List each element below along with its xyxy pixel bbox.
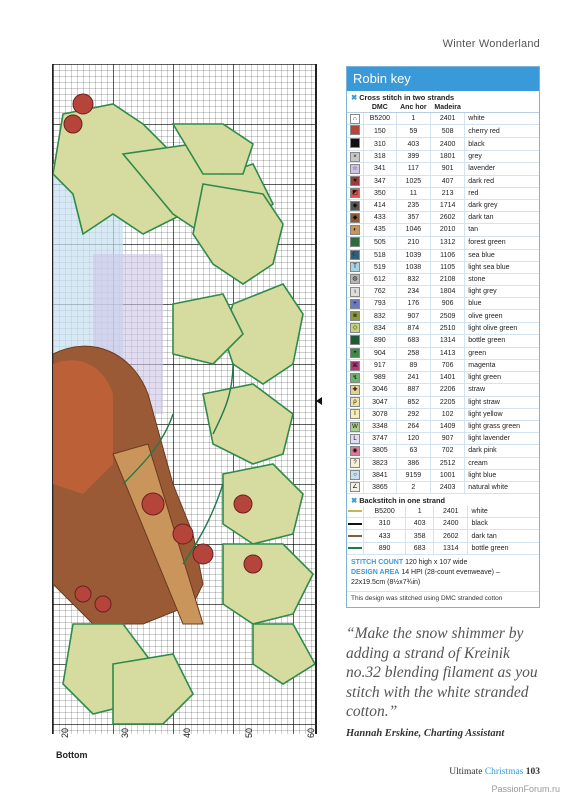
thread-symbol-icon: ◉ [350,446,360,456]
symbol-cell [347,249,364,261]
madeira-cell: 2602 [430,212,464,224]
anchor-cell: 683 [406,542,434,554]
anchor-cell: 403 [406,518,434,530]
backstitch-row [347,518,539,530]
cross-stitch-row [347,445,539,457]
symbol-cell [347,481,364,493]
key-title: Robin key [347,67,539,91]
anchor-cell: 234 [396,286,430,298]
name-cell: dark red [465,175,539,187]
thread-symbol-icon: ◍ [350,274,360,284]
quote-attribution: Hannah Erskine, Charting Assistant [346,728,505,739]
dmc-cell: B5200 [364,506,406,518]
thread-symbol-icon: ↯ [350,373,360,383]
section-marker-icon: ✖ [351,93,358,102]
madeira-cell: 1106 [430,249,464,261]
anchor-cell: 1046 [396,224,430,236]
axis-number-30: 30 [120,727,130,738]
dmc-cell: 3805 [364,445,397,457]
name-cell: light olive green [465,322,539,334]
anchor-cell: 264 [396,420,430,432]
anchor-cell: 89 [396,360,430,372]
cross-stitch-row [347,298,539,310]
stitch-count-value: 120 high x 107 wide [405,558,468,566]
madeira-cell: 2509 [430,310,464,322]
thread-symbol-icon: ◩ [350,188,360,198]
cross-stitch-row [347,286,539,298]
cross-stitch-row [347,273,539,285]
cross-stitch-rows [347,113,539,494]
dmc-cell: 762 [364,286,397,298]
madeira-cell: 1314 [434,542,468,554]
thread-symbol-icon: ※ [350,311,360,321]
dmc-cell: 989 [364,372,397,384]
thread-symbol-icon: ◐ [350,225,360,235]
symbol-cell [347,224,364,236]
name-cell: magenta [465,360,539,372]
cross-stitch-row [347,199,539,211]
name-cell: stone [465,273,539,285]
line-cell [347,506,364,518]
thread-symbol-icon: ◆ [350,213,360,223]
design-area-value: 14 HPI (28-count evenweave) – 22x19.5cm (8½x7¾in) [351,568,500,586]
name-cell: dark pink [465,445,539,457]
cross-stitch-row [347,481,539,493]
cross-stitch-row [347,224,539,236]
dmc-cell: 310 [364,138,397,151]
thread-symbol-icon: ○ [350,470,360,480]
name-cell: light sea blue [465,261,539,273]
madeira-cell: 1105 [430,261,464,273]
cross-stitch-row [347,334,539,347]
madeira-cell: 906 [430,298,464,310]
cross-stitch-row [347,347,539,359]
thread-symbol-icon: T [350,262,360,272]
cross-stitch-row [347,113,539,125]
backstitch-line-icon [348,535,362,537]
name-cell: lavender [465,163,539,175]
symbol-cell [347,199,364,211]
madeira-cell: 2401 [434,506,468,518]
dmc-cell: 3078 [364,408,397,420]
name-cell: natural white [465,481,539,493]
madeira-cell: 2512 [430,457,464,469]
cross-stitch-row [347,360,539,372]
anchor-cell: 832 [396,273,430,285]
dmc-cell: 414 [364,199,397,211]
anchor-cell: 386 [396,457,430,469]
anchor-cell: 120 [396,433,430,445]
symbol-cell [347,396,364,408]
axis-number-20: 20 [60,727,70,738]
anchor-cell: 258 [396,347,430,359]
dmc-cell: 310 [364,518,406,530]
name-cell: white [468,506,539,518]
dmc-cell: 150 [364,125,397,138]
cross-stitch-row [347,310,539,322]
madeira-cell: 2205 [430,396,464,408]
madeira-cell: 2400 [430,138,464,151]
axis-number-50: 50 [244,727,254,738]
axis-number-40: 40 [182,727,192,738]
anchor-cell: 907 [396,310,430,322]
symbol-cell [347,372,364,384]
thread-symbol-icon: ✚ [350,385,360,395]
symbol-cell [347,360,364,372]
name-cell: cream [465,457,539,469]
symbol-cell [347,420,364,432]
dmc-cell: 3047 [364,396,397,408]
cross-stitch-row [347,408,539,420]
dmc-cell: 519 [364,261,397,273]
thread-symbol-icon: ♥ [350,176,360,186]
section-marker-icon: ✖ [351,496,358,506]
dmc-cell: 3865 [364,481,397,493]
symbol-cell [347,151,364,163]
anchor-cell: 9159 [396,469,430,481]
name-cell: light blue [465,469,539,481]
symbol-cell [347,347,364,359]
symbol-cell [347,113,364,125]
symbol-cell [347,310,364,322]
symbol-cell [347,286,364,298]
dmc-cell: 505 [364,236,397,249]
name-cell: light straw [465,396,539,408]
anchor-cell: 357 [396,212,430,224]
name-cell: cherry red [465,125,539,138]
backstitch-row [347,506,539,518]
name-cell: dark tan [468,530,539,542]
col-name [465,103,539,113]
thread-symbol-icon [350,237,360,247]
madeira-cell: 407 [430,175,464,187]
dmc-cell: 904 [364,347,397,359]
madeira-cell: 1401 [430,372,464,384]
symbol-cell [347,236,364,249]
dmc-cell: 834 [364,322,397,334]
dmc-cell: 890 [364,542,406,554]
dmc-cell: 832 [364,310,397,322]
name-cell: light grey [465,286,539,298]
anchor-cell: 887 [396,384,430,396]
thread-symbol-icon: ρ [350,397,360,407]
thread-symbol-icon: ⌘ [352,362,358,369]
anchor-cell: 1 [406,506,434,518]
dmc-cell: 3348 [364,420,397,432]
backstitch-row [347,530,539,542]
madeira-cell: 508 [430,125,464,138]
design-area-label: DESIGN AREA [351,568,400,576]
symbol-cell [347,212,364,224]
page-footer [449,767,540,777]
symbol-cell [347,175,364,187]
backstitch-line-icon [348,510,362,512]
dmc-cell: 793 [364,298,397,310]
name-cell: light yellow [465,408,539,420]
anchor-cell: 2 [396,481,430,493]
name-cell: straw [465,384,539,396]
backstitch-heading-text: Backstitch in one strand [359,496,446,506]
anchor-cell: 176 [396,298,430,310]
cross-stitch-row [347,125,539,138]
cross-stitch-row [347,163,539,175]
symbol-cell [347,163,364,175]
name-cell: black [465,138,539,151]
cross-stitch-row [347,433,539,445]
anchor-cell: 1 [396,113,430,125]
anchor-cell: 874 [396,322,430,334]
line-cell [347,518,364,530]
symbol-cell [347,273,364,285]
thread-symbol-icon: ◇ [350,323,360,333]
page-number: 103 [525,767,540,777]
backstitch-row [347,542,539,554]
symbol-cell [347,298,364,310]
anchor-cell: 1039 [396,249,430,261]
name-cell: olive green [465,310,539,322]
dmc-cell: 433 [364,212,397,224]
name-cell: dark tan [465,212,539,224]
name-cell: light lavender [465,433,539,445]
center-marker-arrow [316,397,322,405]
backstitch-rows [347,506,539,554]
thread-symbol-icon: ι [350,287,360,297]
madeira-cell: 2010 [430,224,464,236]
anchor-cell: 235 [396,199,430,211]
line-cell [347,530,364,542]
madeira-cell: 2403 [430,481,464,493]
thread-symbol-icon: ☾ [350,250,360,260]
name-cell: bottle green [468,542,539,554]
col-symbol [347,103,364,113]
anchor-cell: 1025 [396,175,430,187]
name-cell: white [465,113,539,125]
magazine-name: Ultimate [449,767,485,777]
dmc-cell: 347 [364,175,397,187]
cross-stitch-heading [347,91,539,103]
anchor-cell: 1038 [396,261,430,273]
madeira-cell: 2400 [434,518,468,530]
anchor-cell: 358 [406,530,434,542]
chart-artwork [53,64,315,734]
col-madeira: Madeira [430,103,464,113]
thread-symbol-icon: W [350,422,360,432]
cross-stitch-row [347,469,539,481]
name-cell: black [468,518,539,530]
symbol-cell [347,187,364,199]
symbol-cell [347,334,364,347]
cross-stitch-row [347,322,539,334]
anchor-cell: 399 [396,151,430,163]
name-cell: bottle green [465,334,539,347]
symbol-cell [347,138,364,151]
thread-symbol-icon [350,125,360,135]
madeira-cell: 1409 [430,420,464,432]
thread-symbol-icon: L [350,434,360,444]
anchor-cell: 59 [396,125,430,138]
madeira-cell: 706 [430,360,464,372]
cross-stitch-table [347,103,539,494]
dmc-cell: 318 [364,151,397,163]
dmc-cell: 3841 [364,469,397,481]
cross-stitch-row [347,372,539,384]
madeira-cell: 1001 [430,469,464,481]
cross-stitch-row [347,261,539,273]
key-note: This design was stitched using DMC stranded cotton [347,591,539,607]
madeira-cell: 102 [430,408,464,420]
symbol-cell [347,408,364,420]
thread-symbol-icon [350,335,360,345]
symbol-cell [347,469,364,481]
dmc-cell: B5200 [364,113,397,125]
cross-stitch-row [347,187,539,199]
cross-stitch-row [347,175,539,187]
name-cell: grey [465,151,539,163]
bottom-label: Bottom [56,750,88,760]
madeira-cell: 213 [430,187,464,199]
name-cell: light green [465,372,539,384]
madeira-cell: 2602 [434,530,468,542]
symbol-cell [347,433,364,445]
madeira-cell: 901 [430,163,464,175]
backstitch-line-icon [348,547,362,549]
col-dmc: DMC [364,103,397,113]
thread-symbol-icon: × [350,152,360,162]
anchor-cell: 210 [396,236,430,249]
thread-symbol-icon: + [350,299,360,309]
cross-stitch-row [347,420,539,432]
robin-key-panel [346,66,540,608]
cross-stitch-row [347,151,539,163]
anchor-cell: 683 [396,334,430,347]
dmc-cell: 612 [364,273,397,285]
stitch-count-label: STITCH COUNT [351,558,404,566]
backstitch-line-icon [348,523,362,525]
section-title: Winter Wonderland [442,38,540,50]
madeira-cell: 2108 [430,273,464,285]
dmc-cell: 341 [364,163,397,175]
dmc-cell: 350 [364,187,397,199]
anchor-cell: 852 [396,396,430,408]
stitch-count [347,555,539,588]
madeira-cell: 2510 [430,322,464,334]
symbol-cell [347,125,364,138]
anchor-cell: 403 [396,138,430,151]
dmc-cell: 518 [364,249,397,261]
dmc-cell: 3747 [364,433,397,445]
symbol-cell [347,445,364,457]
cross-stitch-row [347,249,539,261]
col-anchor: Anc hor [396,103,430,113]
symbol-cell [347,261,364,273]
symbol-cell [347,457,364,469]
dmc-cell: 3823 [364,457,397,469]
name-cell: green [465,347,539,359]
symbol-cell [347,322,364,334]
symbol-cell [347,384,364,396]
cross-stitch-row [347,457,539,469]
madeira-cell: 1413 [430,347,464,359]
name-cell: red [465,187,539,199]
cross-stitch-heading-text: Cross stitch in two strands [359,93,455,102]
thread-symbol-icon: ∠ [350,482,360,492]
magazine-name-accent: Christmas [484,767,524,777]
thread-symbol-icon: ◆ [350,201,360,211]
watermark: PassionForum.ru [491,784,560,794]
backstitch-table [347,506,539,555]
madeira-cell: 907 [430,433,464,445]
pull-quote: “Make the snow shimmer by adding a strand of Kreinik no.32 blending filament as you stitch with the white stranded cotton.” [346,625,538,720]
dmc-cell: 435 [364,224,397,236]
name-cell: light grass green [465,420,539,432]
name-cell: blue [465,298,539,310]
thread-symbol-icon: ◓ [350,348,360,358]
thread-symbol-icon: ∩ [350,114,360,124]
cross-stitch-row [347,212,539,224]
dmc-cell: 3046 [364,384,397,396]
cross-stitch-row [347,396,539,408]
anchor-cell: 63 [396,445,430,457]
thread-symbol-icon: I [350,409,360,419]
dmc-cell: 890 [364,334,397,347]
madeira-cell: 702 [430,445,464,457]
thread-symbol-icon: ☆ [350,164,360,174]
cross-stitch-row [347,384,539,396]
cross-stitch-row [347,236,539,249]
madeira-cell: 1312 [430,236,464,249]
anchor-cell: 292 [396,408,430,420]
madeira-cell: 2401 [430,113,464,125]
name-cell: forest green [465,236,539,249]
dmc-cell: 917 [364,360,397,372]
madeira-cell: 2206 [430,384,464,396]
anchor-cell: 117 [396,163,430,175]
name-cell: dark grey [465,199,539,211]
anchor-cell: 241 [396,372,430,384]
cross-stitch-chart [52,64,317,734]
name-cell: tan [465,224,539,236]
line-cell [347,542,364,554]
name-cell: sea blue [465,249,539,261]
dmc-cell: 433 [364,530,406,542]
madeira-cell: 1801 [430,151,464,163]
thread-symbol-icon: ? [350,458,360,468]
cross-stitch-row [347,138,539,151]
madeira-cell: 1314 [430,334,464,347]
backstitch-heading [347,494,539,506]
madeira-cell: 1714 [430,199,464,211]
anchor-cell: 11 [396,187,430,199]
thread-symbol-icon [350,138,360,148]
madeira-cell: 1804 [430,286,464,298]
axis-number-60: 60 [306,727,316,738]
